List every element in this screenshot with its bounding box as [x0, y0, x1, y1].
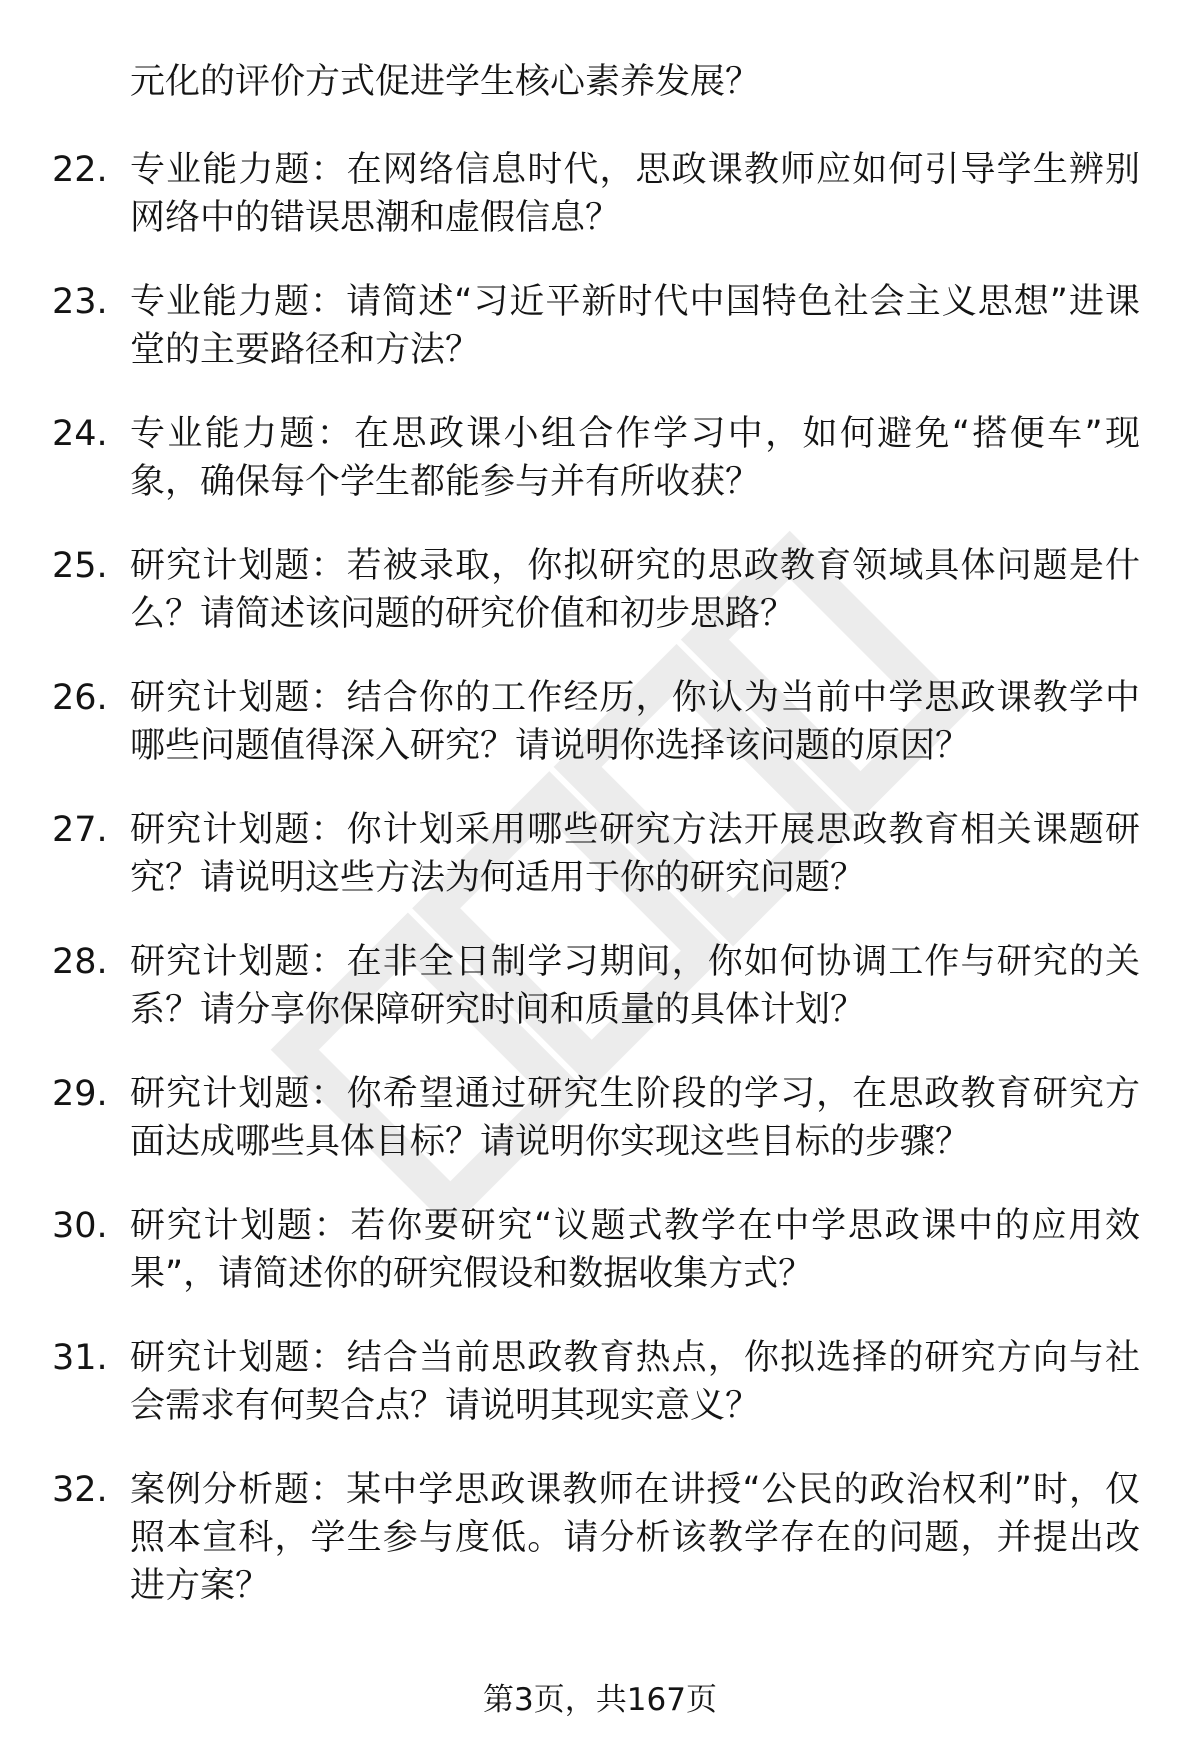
question-item [0, 146, 1200, 278]
question-item [0, 278, 1200, 410]
question-text: 专业能力题：在网络信息时代，思政课教师应如何引导学生辨别网络中的错误思潮和虚假信息？ [130, 150, 1140, 238]
question-item [0, 1070, 1200, 1202]
question-text: 案例分析题：某中学思政课教师在讲授“公民的政治权利”时，仅照本宣科，学生参与度低。请分析该教学存在的问题，并提出改进方案？ [130, 1470, 1140, 1606]
question-number: 30. [52, 1206, 108, 1246]
question-text: 研究计划题：在非全日制学习期间，你如何协调工作与研究的关系？请分享你保障研究时间和质量的具体计划？ [130, 942, 1140, 1030]
page-number-footer: 第3页，共167页 [483, 1682, 717, 1718]
question-item [0, 410, 1200, 542]
question-number: 29. [52, 1074, 108, 1114]
question-text: 专业能力题：在思政课小组合作学习中，如何避免“搭便车”现象，确保每个学生都能参与并有所收获？ [130, 414, 1140, 502]
question-item [0, 674, 1200, 806]
question-number: 24. [52, 414, 108, 454]
question-number: 23. [52, 282, 108, 322]
question-number: 26. [52, 678, 108, 718]
question-number: 22. [52, 150, 108, 190]
question-item [0, 1334, 1200, 1466]
question-text: 研究计划题：结合当前思政教育热点，你拟选择的研究方向与社会需求有何契合点？请说明其现实意义？ [130, 1338, 1140, 1426]
question-text: 研究计划题：你希望通过研究生阶段的学习，在思政教育研究方面达成哪些具体目标？请说明你实现这些目标的步骤？ [130, 1074, 1140, 1162]
question-text: 研究计划题：你计划采用哪些研究方法开展思政教育相关课题研究？请说明这些方法为何适用于你的研究问题？ [130, 810, 1140, 898]
question-item [0, 1202, 1200, 1334]
question-number: 31. [52, 1338, 108, 1378]
question-text: 研究计划题：若被录取，你拟研究的思政教育领域具体问题是什么？请简述该问题的研究价值和初步思路？ [130, 546, 1140, 634]
question-continuation-text: 元化的评价方式促进学生核心素养发展？ [130, 62, 761, 102]
question-number: 28. [52, 942, 108, 982]
question-item [0, 542, 1200, 674]
question-item [0, 938, 1200, 1070]
question-text: 研究计划题：结合你的工作经历，你认为当前中学思政课教学中哪些问题值得深入研究？请说明你选择该问题的原因？ [130, 678, 1140, 766]
question-list [0, 146, 1200, 1646]
question-number: 25. [52, 546, 108, 586]
question-number: 32. [52, 1470, 108, 1510]
question-number: 27. [52, 810, 108, 850]
question-item [0, 1466, 1200, 1646]
question-text: 研究计划题：若你要研究“议题式教学在中学思政课中的应用效果”，请简述你的研究假设和数据收集方式？ [130, 1206, 1140, 1294]
question-item [0, 806, 1200, 938]
question-text: 专业能力题：请简述“习近平新时代中国特色社会主义思想”进课堂的主要路径和方法？ [130, 282, 1140, 370]
